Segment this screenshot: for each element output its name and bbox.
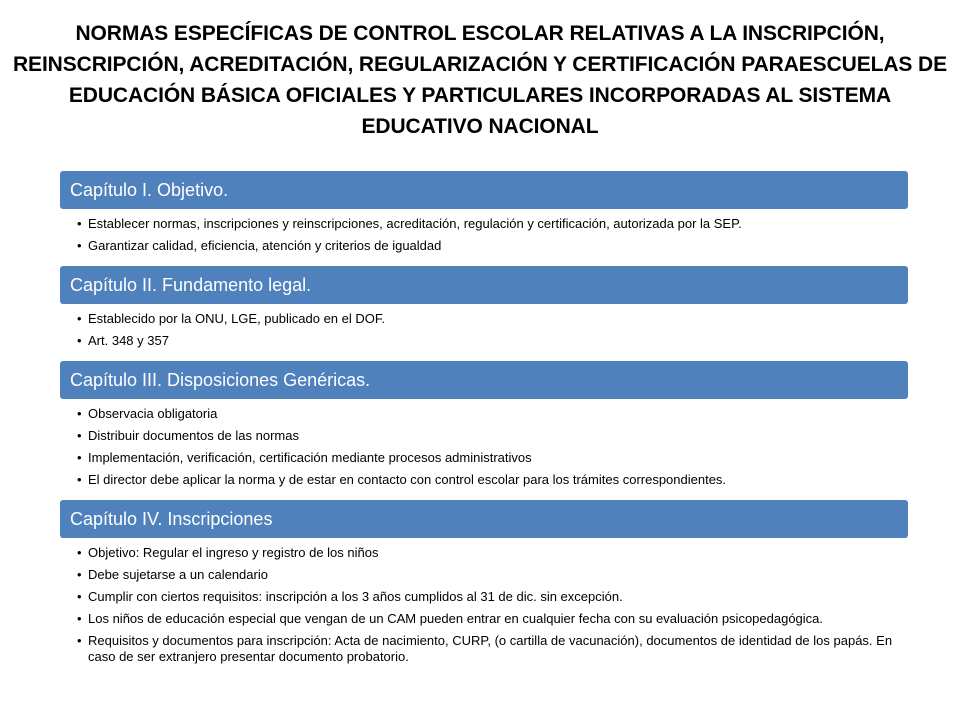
chapter-1 — [60, 171, 908, 266]
chapter-2 — [60, 266, 908, 361]
list-item: • Objetivo: Regular el ingreso y registro de los niños — [88, 545, 908, 561]
chapter-heading: Capítulo II. Fundamento legal. — [60, 266, 908, 304]
chapter-heading: Capítulo I. Objetivo. — [60, 171, 908, 209]
page-title: NORMAS ESPECÍFICAS DE CONTROL ESCOLAR RELATIVAS A LA INSCRIPCIÓN, REINSCRIPCIÓN, ACREDITACIÓN, REGULARIZACIÓN Y CERTIFICACIÓN PARAESCUELAS DE EDUCACIÓN BÁSICA OFICIALES Y PARTICULARES INCORPORADAS AL SISTEMA EDUCATIVO NACIONAL — [12, 22, 948, 138]
chapter-item-list — [60, 538, 908, 677]
chapter-heading: Capítulo IV. Inscripciones — [60, 500, 908, 538]
chapter-item-list — [60, 304, 908, 361]
chapter-list — [60, 171, 908, 677]
chapter-4 — [60, 500, 908, 677]
list-item: • Cumplir con ciertos requisitos: inscripción a los 3 años cumplidos al 31 de dic. sin excepción. — [88, 589, 908, 605]
list-item: • Garantizar calidad, eficiencia, atención y criterios de igualdad — [88, 238, 908, 254]
list-item: • El director debe aplicar la norma y de estar en contacto con control escolar para los trámites correspondientes. — [88, 472, 908, 488]
chapter-item-list — [60, 209, 908, 266]
list-item: • Los niños de educación especial que vengan de un CAM pueden entrar en cualquier fecha con su evaluación psicopedagógica. — [88, 611, 908, 627]
list-item: • Observacia obligatoria — [88, 406, 908, 422]
chapter-item-list — [60, 399, 908, 500]
chapter-heading: Capítulo III. Disposiciones Genéricas. — [60, 361, 908, 399]
list-item: • Implementación, verificación, certificación mediante procesos administrativos — [88, 450, 908, 466]
chapter-3 — [60, 361, 908, 500]
list-item: • Establecer normas, inscripciones y reinscripciones, acreditación, regulación y certificación, autorizada por la SEP. — [88, 216, 908, 232]
list-item: • Requisitos y documentos para inscripción: Acta de nacimiento, CURP, (o cartilla de vacunación), documentos de identidad de los papás. En caso de ser extranjero presentar documento probatorio. — [88, 633, 908, 665]
list-item: • Distribuir documentos de las normas — [88, 428, 908, 444]
list-item: • Establecido por la ONU, LGE, publicado en el DOF. — [88, 311, 908, 327]
list-item: • Art. 348 y 357 — [88, 333, 908, 349]
list-item: • Debe sujetarse a un calendario — [88, 567, 908, 583]
